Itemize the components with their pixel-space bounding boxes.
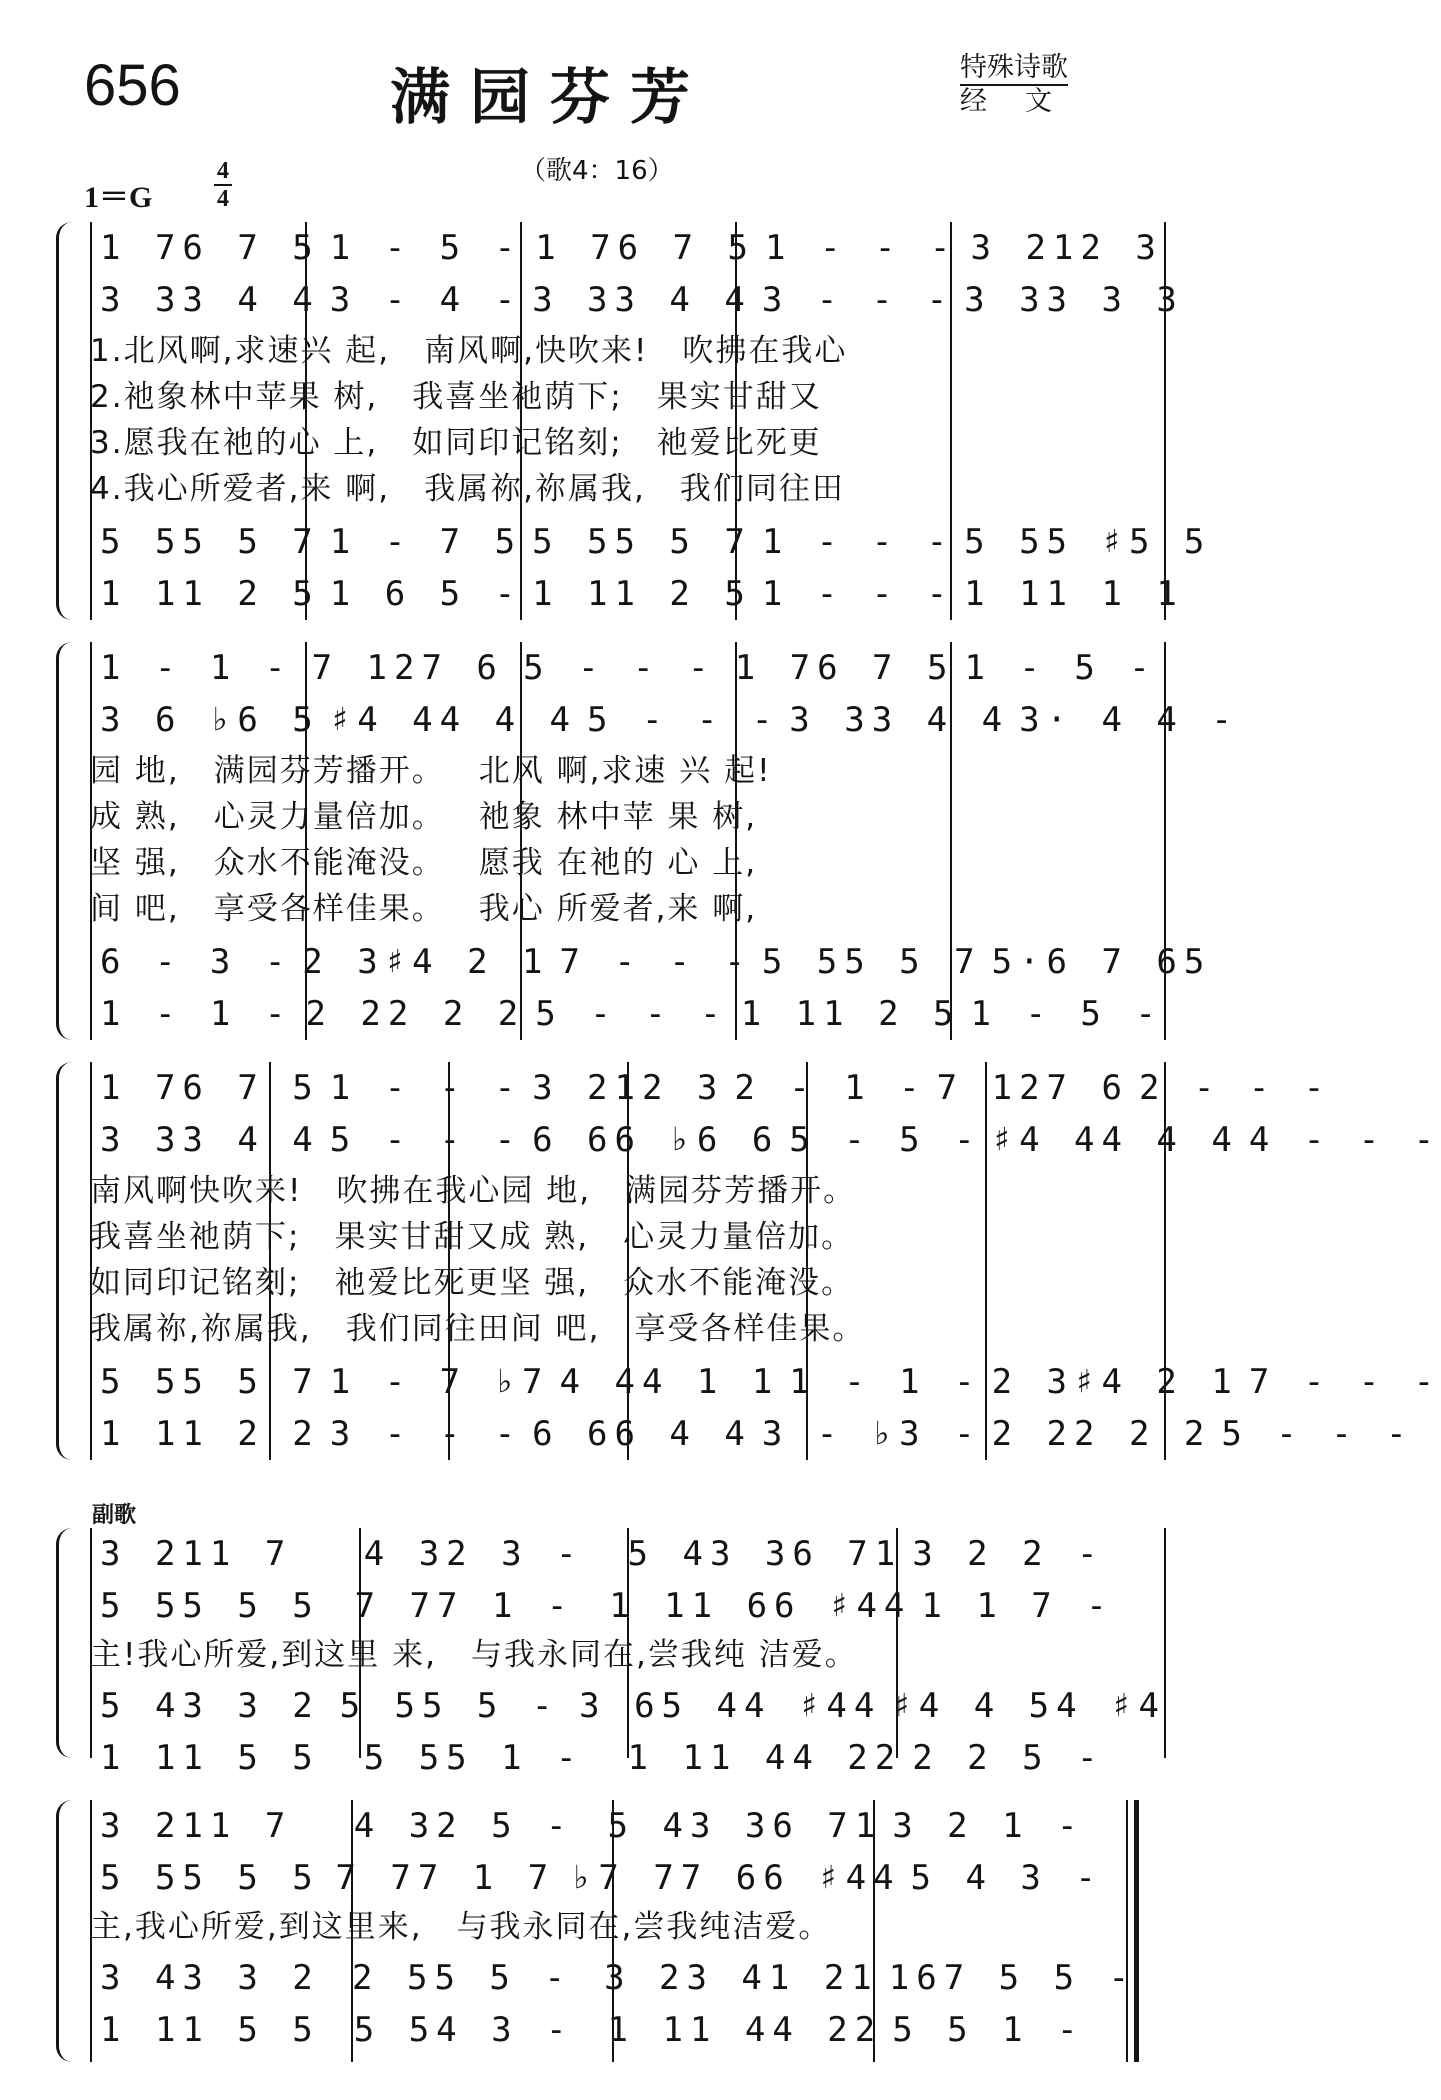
measure: 3 2 2 -	[912, 1534, 1105, 1574]
measure: 5 55 5 5	[100, 1858, 320, 1898]
measure: 1 76 7 5	[100, 228, 320, 268]
measure: 1 - 1 -	[100, 994, 293, 1034]
measure: 1 - - -	[761, 522, 955, 562]
measure: 3 65 44 ♯44	[579, 1686, 882, 1726]
measure: 5 - 5 -	[789, 1120, 982, 1160]
system-brace	[56, 1528, 73, 1758]
measure: 4 32 5 -	[353, 1806, 574, 1846]
measure: 7 77 1 7	[335, 1858, 556, 1898]
measure: 5 43 3 2	[100, 1686, 320, 1726]
measure: 5 - - -	[523, 648, 716, 688]
score-system-2	[56, 642, 1239, 1040]
measure: 1 11 66 ♯44	[609, 1586, 912, 1626]
barline	[612, 1800, 614, 2062]
barline	[735, 222, 737, 620]
measure: 1 - 1 -	[100, 648, 293, 688]
lyric-phrase: 2.祂象林中苹果 树,	[90, 379, 379, 415]
measure: 1 - - -	[329, 1068, 523, 1108]
measure: 7 - - -	[559, 942, 752, 982]
hymn-number: 656	[84, 53, 181, 118]
measure: 1 - 5 -	[329, 228, 523, 268]
measure: 1 11 1 1	[964, 574, 1184, 614]
measure: 3 212 3	[970, 228, 1163, 268]
system-brace	[56, 642, 79, 1040]
hymn-source: 经文	[960, 86, 1090, 117]
system-brace	[56, 1800, 73, 2062]
lyric-phrase: 愿我 在祂的 心 上,	[478, 845, 758, 881]
measure: 1 - 5 -	[970, 994, 1163, 1034]
lyric-phrase: 祂爱比死更	[656, 425, 822, 461]
barline	[806, 1062, 808, 1460]
measure: 1 - 1 -	[789, 1362, 982, 1402]
measure: 5 - - -	[1221, 1414, 1414, 1454]
barline	[90, 1800, 92, 2062]
measure: 1 - - -	[761, 574, 955, 614]
barline	[735, 642, 737, 1040]
measure: ♭7 77 66 ♯44	[570, 1858, 901, 1898]
barline	[90, 642, 92, 1040]
time-signature-bottom: 4	[217, 186, 229, 212]
measure: 2 3♯4 2 1	[991, 1362, 1239, 1402]
measure: 3 211 7	[100, 1806, 293, 1846]
measure: 5 55 5 7	[100, 1362, 320, 1402]
lyric-phrase: 如同印记铭刻;	[90, 1265, 301, 1301]
measure: 2 3♯4 2 1	[302, 942, 550, 982]
hymn-category: 特殊诗歌	[960, 52, 1068, 86]
measure: 2 22 2 2	[991, 1414, 1212, 1454]
barline	[627, 1528, 629, 1758]
measure: 3 - - -	[329, 1414, 523, 1454]
measure: 5 - - -	[329, 1120, 523, 1160]
score-system-5	[56, 1800, 1136, 2062]
measure: 2 - 1 -	[734, 1068, 927, 1108]
lyric-phrase: 南风啊快吹来!	[90, 1173, 303, 1209]
lyric-phrase: 心灵力量倍加。	[213, 799, 445, 835]
lyric-phrase: 我喜坐祂荫下;	[412, 379, 623, 415]
measure: 5 55 5 7	[532, 522, 752, 562]
lyric-phrase: 享受各样佳果。	[213, 891, 445, 927]
measure: 1 11 2 5	[100, 574, 320, 614]
score-system-4	[56, 1528, 1166, 1778]
staff-row-soprano	[90, 642, 1166, 694]
measure: 3· 4 4 -	[1019, 700, 1239, 740]
measure: 3 6 ♭6 5	[100, 700, 320, 740]
measure: 1 76 7 5	[535, 228, 756, 268]
measure: 5 - - -	[587, 700, 780, 740]
system-brace	[56, 222, 79, 620]
lyric-phrase: 间 吧,	[90, 891, 180, 927]
measure: 1 11 5 5	[100, 1738, 320, 1778]
lyric-phrase: 众水不能淹没。	[623, 1265, 855, 1301]
measure: 5 55 5 7	[761, 942, 982, 982]
lyric-phrase: 4.我心所爱者,来 啊,	[90, 471, 391, 507]
measure: 3 43 3 2	[100, 1958, 320, 1998]
staff-row-alto	[90, 694, 1239, 746]
measure: 6 66 ♭6 6	[532, 1120, 780, 1160]
measure: 1 6 5 -	[329, 574, 523, 614]
lyric-phrase: 祂爱比死更坚 强,	[334, 1265, 590, 1301]
measure: 2 2 5 -	[912, 1738, 1105, 1778]
lyric-phrase: 满园芬芳播开。	[213, 753, 445, 789]
measure: 4 - - -	[1248, 1120, 1441, 1160]
measure: 1 76 7 5	[734, 648, 955, 688]
measure: 5 43 36 71	[607, 1806, 883, 1846]
lyric-phrase: 我心 所爱者,来 啊,	[478, 891, 758, 927]
measure: 1 76 7 5	[100, 1068, 320, 1108]
measure: 3 33 3 3	[964, 280, 1184, 320]
measure: 1 11 5 5	[100, 2010, 320, 2050]
lyric-phrase: 我喜坐祂荫下;	[90, 1219, 301, 1255]
measure: 3 212 3	[532, 1068, 725, 1108]
measure: 1 11 2 5	[740, 994, 961, 1034]
measure: 6 - 3 -	[100, 942, 293, 982]
measure: 2 22 2 2	[305, 994, 526, 1034]
measure: 1 11 44 22	[607, 2010, 883, 2050]
lyric-verse-3	[90, 420, 1166, 466]
final-barline	[1126, 1800, 1139, 2062]
measure: 5 43 36 71	[627, 1534, 903, 1574]
staff-row-alto	[90, 274, 1184, 326]
barline	[90, 1528, 92, 1758]
system-brace	[56, 1062, 79, 1460]
lyric-phrase: 吹拂在我心	[682, 333, 848, 369]
lyric-phrase: 果实甘甜又	[656, 379, 822, 415]
lyric-phrase: 满园芬芳播开。	[625, 1173, 857, 1209]
barline	[950, 642, 952, 1040]
staff-row-soprano	[90, 222, 1166, 274]
barline	[873, 1800, 875, 2062]
barline	[269, 1062, 271, 1460]
lyric-phrase: 1.北风啊,求速兴 起,	[90, 333, 391, 369]
lyric-phrase: 我们同往田间 吧,	[345, 1311, 601, 1347]
measure: 3 - - -	[761, 280, 955, 320]
measure: 1 11 44 22	[627, 1738, 903, 1778]
measure: 2 - - -	[1138, 1068, 1332, 1108]
barline	[1164, 222, 1166, 620]
barline	[90, 222, 92, 620]
lyric-phrase: 果实甘甜又成 熟,	[334, 1219, 590, 1255]
lyric-verse-4	[90, 886, 1166, 932]
measure: 3 - 4 -	[329, 280, 523, 320]
lyric-phrase: 坚 强,	[90, 845, 180, 881]
measure: 2 55 5 -	[352, 1958, 572, 1998]
barline	[520, 222, 522, 620]
lyric-phrase: 我属祢,祢属我,	[424, 471, 646, 507]
measure: 5 55 5 7	[100, 522, 320, 562]
lyric-phrase: 成 熟,	[90, 799, 180, 835]
lyric-phrase: 与我永同在,尝我纯 洁爱。	[471, 1637, 858, 1673]
lyric-phrase: 心灵力量倍加。	[623, 1219, 855, 1255]
measure: 7 127 6	[311, 648, 504, 688]
measure: 1 1 7 -	[921, 1586, 1114, 1626]
lyric-phrase: 众水不能淹没。	[213, 845, 445, 881]
lyric-phrase: 南风啊,快吹来!	[424, 333, 649, 369]
measure: 5 - - -	[535, 994, 728, 1034]
measure: 3 2 1 -	[892, 1806, 1085, 1846]
staff-row-bass	[90, 988, 1166, 1040]
measure: 167 5 5 -	[888, 1958, 1136, 1998]
lyric-verse-1	[90, 328, 1166, 374]
lyric-phrase: 主,我心所爱,到这里来,	[90, 1909, 423, 1945]
measure: 5 55 1 -	[363, 1738, 584, 1778]
barline	[1164, 642, 1166, 1040]
measure: 1 - - -	[765, 228, 958, 268]
measure: 4 32 3 -	[363, 1534, 584, 1574]
lyric-phrase: 园 地,	[90, 753, 180, 789]
key-signature: 1＝G	[84, 181, 153, 214]
barline	[305, 222, 307, 620]
lyric-phrase: 3.愿我在祂的心 上,	[90, 425, 379, 461]
staff-row-tenor	[90, 516, 1212, 568]
measure: 3 211 7	[100, 1534, 293, 1574]
hymn-title: 满园芬芳	[390, 63, 710, 133]
lyric-verse-4	[90, 466, 1166, 512]
measure: 1 - 5 -	[964, 648, 1157, 688]
measure: 5 55 ♯5 5	[964, 522, 1212, 562]
lyric-verse-2	[90, 794, 1166, 840]
measure: 3 33 4 4	[532, 280, 752, 320]
measure: 3 23 41 21	[604, 1958, 879, 1998]
measure: ♯4 4 54 ♯4	[891, 1686, 1166, 1726]
barline	[448, 1062, 450, 1460]
measure: 5 54 3 -	[353, 2010, 574, 2050]
barline	[1164, 1528, 1166, 1758]
lyric-verse-3	[90, 840, 1166, 886]
measure: 1 - 7 5	[329, 522, 523, 562]
score-system-3	[56, 1062, 1441, 1460]
measure: 3 33 4 4	[789, 700, 1010, 740]
measure: 5 5 1 -	[892, 2010, 1085, 2050]
barline	[359, 1528, 361, 1758]
measure: 3 - ♭3 -	[761, 1414, 982, 1454]
barline	[1164, 1062, 1166, 1460]
barline	[520, 642, 522, 1040]
lyric-phrase: 祂象 林中苹 果 树,	[478, 799, 758, 835]
lyric-verse-2	[90, 374, 1166, 420]
measure: 6 66 4 4	[532, 1414, 752, 1454]
staff-row-tenor	[90, 936, 1212, 988]
staff-row-bass	[90, 568, 1184, 620]
measure: 5 55 5 -	[339, 1686, 560, 1726]
lyric-phrase: 主!我心所爱,到这里 来,	[90, 1637, 437, 1673]
lyric-phrase: 北风 啊,求速 兴 起!	[478, 753, 772, 789]
measure: ♯4 44 4 4	[991, 1120, 1239, 1160]
lyric-phrase: 与我永同在,尝我纯洁爱。	[456, 1909, 832, 1945]
barline	[896, 1528, 898, 1758]
refrain-label: 副歌	[92, 1503, 137, 1528]
barline	[627, 1062, 629, 1460]
measure: 5 4 3 -	[910, 1858, 1103, 1898]
lyric-phrase: 我属祢,祢属我,	[90, 1311, 312, 1347]
lyric-phrase: 如同印记铭刻;	[412, 425, 623, 461]
measure: 7 77 1 -	[354, 1586, 575, 1626]
measure: 3 33 4 4	[100, 1120, 320, 1160]
barline	[351, 1800, 353, 2062]
measure: 1 - 7 ♭7	[329, 1362, 550, 1402]
score-system-1	[56, 222, 1212, 620]
measure: 5·6 7 65	[991, 942, 1212, 982]
time-signature	[214, 158, 232, 212]
measure: 7 - - -	[1248, 1362, 1441, 1402]
barline	[950, 222, 952, 620]
measure: 7 127 6	[936, 1068, 1129, 1108]
barline	[90, 1062, 92, 1460]
lyric-verse-1	[90, 748, 1166, 794]
barline	[985, 1062, 987, 1460]
lyric-phrase: 我们同往田	[679, 471, 845, 507]
time-signature-top: 4	[217, 158, 229, 184]
lyric-phrase: 吹拂在我心园 地,	[336, 1173, 592, 1209]
measure: 4 44 1 1	[559, 1362, 780, 1402]
measure: ♯4 44 4 4	[329, 700, 577, 740]
measure: 1 11 2 5	[532, 574, 752, 614]
measure: 3 33 4 4	[100, 280, 320, 320]
scripture-reference: （歌4：16）	[520, 156, 674, 186]
lyric-phrase: 享受各样佳果。	[634, 1311, 866, 1347]
measure: 5 55 5 5	[100, 1586, 320, 1626]
barline	[305, 642, 307, 1040]
measure: 1 11 2 2	[100, 1414, 320, 1454]
